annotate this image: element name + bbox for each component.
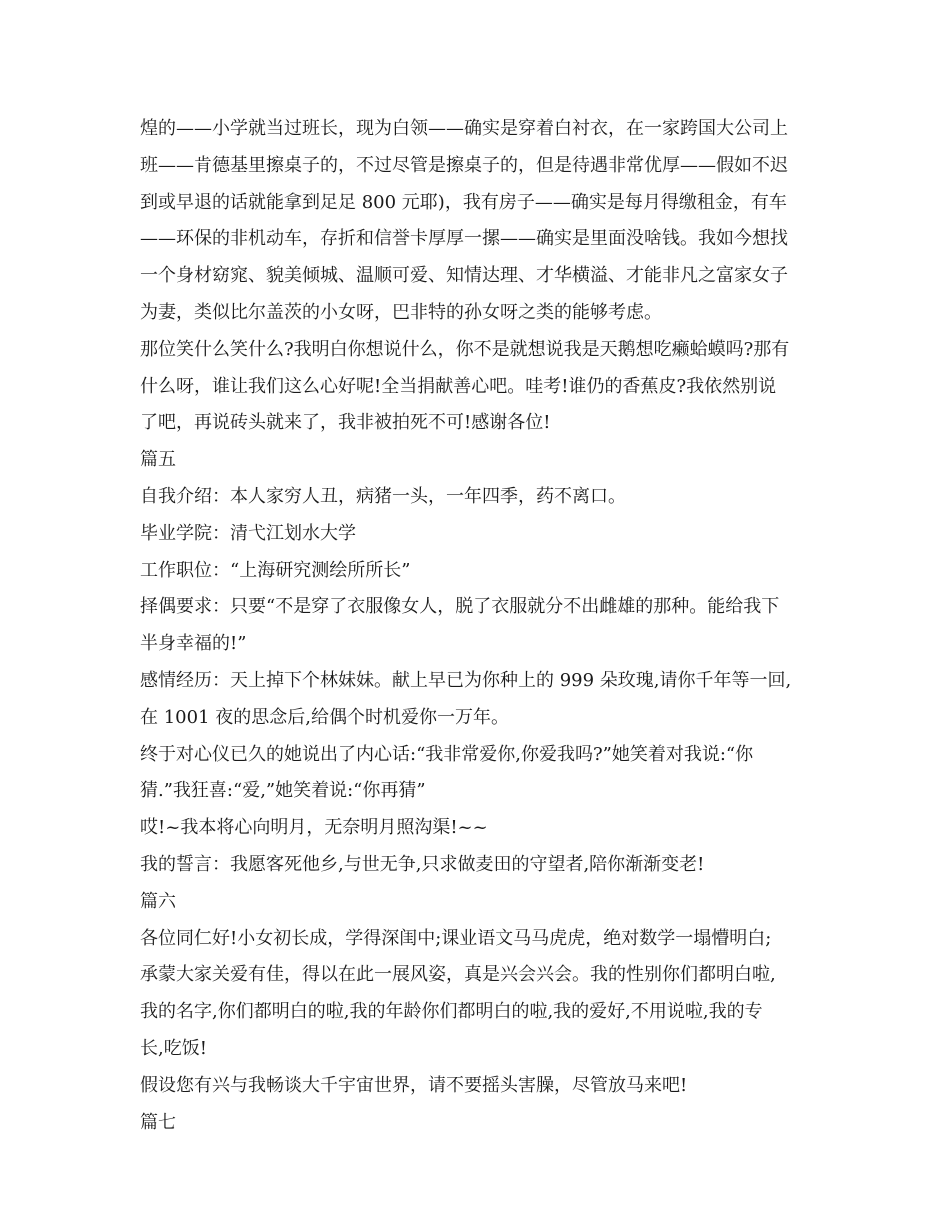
text-line: 那位笑什么笑什么?我明白你想说什么，你不是就想说我是天鹅想吃癞蛤蟆吗?那有 — [140, 338, 790, 360]
text-line: 了吧，再说砖头就来了，我非被拍死不可!感谢各位! — [140, 412, 551, 434]
text-line: 猜.”我狂喜:“爱,”她笑着说:“你再猜” — [140, 780, 426, 802]
section-heading: 篇六 — [140, 890, 176, 912]
text-line: 我的誓言：我愿客死他乡,与世无争,只求做麦田的守望者,陪你渐渐变老! — [140, 853, 705, 875]
body-text — [140, 111, 820, 1141]
text-line: 班——肯德基里擦桌子的，不过尽管是擦桌子的，但是待遇非常优厚——假如不迟 — [140, 154, 788, 176]
text-line: 择偶要求：只要“不是穿了衣服像女人，脱了衣服就分不出雌雄的那种。能给我下 — [140, 596, 780, 618]
text-line: 毕业学院：清弋江划水大学 — [140, 522, 356, 544]
text-line: 什么呀，谁让我们这么心好呢!全当捐献善心吧。哇考!谁仍的香蕉皮?我依然别说 — [140, 375, 777, 397]
section-heading: 篇七 — [140, 1111, 176, 1133]
text-line: ——环保的非机动车，存折和信誉卡厚厚一摞——确实是里面没啥钱。我如今想找 — [140, 228, 788, 250]
text-line: 各位同仁好!小女初长成，学得深闺中;课业语文马马虎虎，绝对数学一塌懵明白; — [140, 927, 772, 949]
text-line: 长,吃饭! — [140, 1037, 207, 1059]
text-line: 半身幸福的!” — [140, 633, 247, 655]
text-line: 到或早退的话就能拿到足足 800 元耶)，我有房子——确实是每月得缴租金，有车 — [140, 191, 787, 213]
text-line: 自我介绍：本人家穷人丑，病猪一头，一年四季，药不离口。 — [140, 485, 626, 507]
text-line: 在 1001 夜的思念后,给偶个时机爱你一万年。 — [140, 706, 509, 728]
text-line: 我的名字,你们都明白的啦,我的年龄你们都明白的啦,我的爱好,不用说啦,我的专 — [140, 1001, 763, 1023]
text-line: 工作职位：“上海研究测绘所所长” — [140, 559, 411, 581]
text-line: 假设您有兴与我畅谈大千宇宙世界，请不要摇头害臊，尽管放马来吧! — [140, 1074, 688, 1096]
text-line: 哎!~我本将心向明月，无奈明月照沟渠!~~ — [140, 817, 488, 839]
section-heading: 篇五 — [140, 449, 176, 471]
text-line: 一个身材窈窕、貌美倾城、温顺可爱、知情达理、才华横溢、才能非凡之富家女子 — [140, 265, 788, 287]
text-line: 承蒙大家关爱有佳，得以在此一展风姿，真是兴会兴会。我的性别你们都明白啦, — [140, 964, 776, 986]
text-line: 为妻，类似比尔盖茨的小女呀，巴非特的孙女呀之类的能够考虑。 — [140, 301, 662, 323]
text-line: 终于对心仪已久的她说出了内心话:“我非常爱你,你爱我吗?”她笑着对我说:“你 — [140, 743, 754, 765]
text-line: 煌的——小学就当过班长，现为白领——确实是穿着白衬衣，在一家跨国大公司上 — [140, 118, 788, 139]
text-line: 感情经历：天上掉下个林妹妹。献上早已为你种上的 999 朵玫瑰,请你千年等一回, — [140, 669, 792, 691]
